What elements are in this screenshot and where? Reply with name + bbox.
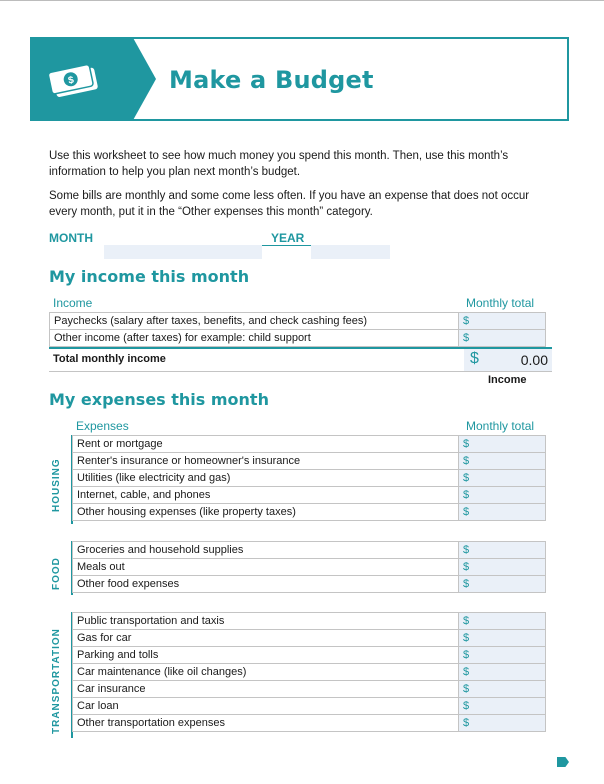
- svg-text:$: $: [67, 74, 75, 87]
- next-page-arrow-icon[interactable]: [557, 757, 569, 767]
- total-income-row: [49, 347, 552, 372]
- amount-field[interactable]: $: [459, 487, 546, 504]
- table-row: Other housing expenses (like property taxes) $: [73, 504, 546, 521]
- row-label: Paychecks (salary after taxes, benefits, and check cashing fees): [50, 313, 459, 330]
- month-field[interactable]: [104, 245, 317, 246]
- title-banner: [30, 37, 569, 121]
- housing-table: [72, 435, 546, 521]
- table-row: Car loan $: [73, 698, 546, 715]
- row-label: Other income (after taxes) for example: child support: [50, 330, 459, 347]
- top-rule: [0, 0, 604, 1]
- transportation-table: [72, 612, 546, 732]
- income-heading: My income this month: [49, 267, 250, 286]
- intro-paragraph-1: Use this worksheet to see how much money you spend this month. Then, use this month’s information to help you plan next month’s budget.: [49, 150, 509, 178]
- amount-field[interactable]: $: [459, 698, 546, 715]
- table-row: Internet, cable, and phones $: [73, 487, 546, 504]
- intro-paragraph-2: Some bills are monthly and some come less often. If you have an expense that does not occur every month, put it in the “Other expenses this month” category.: [49, 190, 530, 218]
- amount-field[interactable]: $: [459, 453, 546, 470]
- amount-field[interactable]: $: [459, 715, 546, 732]
- income-caption: Income: [488, 374, 527, 386]
- total-income-field: [464, 349, 552, 371]
- amount-field[interactable]: $: [459, 542, 546, 559]
- total-income-label: Total monthly income: [53, 353, 166, 365]
- page-title: Make a Budget: [169, 66, 374, 94]
- table-row: Rent or mortgage $: [73, 436, 546, 453]
- table-row: Car maintenance (like oil changes) $: [73, 664, 546, 681]
- table-row: Other food expenses $: [73, 576, 546, 593]
- table-row: Meals out $: [73, 559, 546, 576]
- table-row: Public transportation and taxis $: [73, 613, 546, 630]
- expenses-heading: My expenses this month: [49, 390, 269, 409]
- amount-field[interactable]: $: [459, 436, 546, 453]
- expenses-column-total: Monthly total: [466, 419, 535, 433]
- income-column-total: Monthly total: [466, 296, 535, 310]
- amount-field[interactable]: $: [459, 504, 546, 521]
- table-row: Car insurance $: [73, 681, 546, 698]
- currency-symbol: $: [470, 350, 479, 367]
- total-income-value: 0.00: [520, 352, 548, 368]
- expenses-column-label: Expenses: [76, 419, 129, 433]
- table-row: Groceries and household supplies $: [73, 542, 546, 559]
- table-row: Renter's insurance or homeowner's insurance $: [73, 453, 546, 470]
- table-row: Parking and tolls $: [73, 647, 546, 664]
- amount-field[interactable]: $: [459, 664, 546, 681]
- food-table: [72, 541, 546, 593]
- amount-field[interactable]: $: [459, 613, 546, 630]
- income-column-label: Income: [53, 296, 93, 310]
- month-label: MONTH: [49, 231, 93, 245]
- year-label: YEAR: [271, 231, 305, 245]
- table-row: Gas for car $: [73, 630, 546, 647]
- amount-field[interactable]: $: [459, 330, 546, 347]
- money-icon: [46, 61, 108, 99]
- amount-field[interactable]: $: [459, 630, 546, 647]
- amount-field[interactable]: $: [459, 576, 546, 593]
- table-row: [50, 313, 546, 330]
- amount-field[interactable]: $: [459, 647, 546, 664]
- banner-arrow: [32, 39, 156, 119]
- amount-field[interactable]: $: [459, 681, 546, 698]
- amount-field[interactable]: $: [459, 470, 546, 487]
- table-row: [50, 330, 546, 347]
- year-field[interactable]: [311, 245, 390, 246]
- table-row: Other transportation expenses $: [73, 715, 546, 732]
- table-row: Utilities (like electricity and gas) $: [73, 470, 546, 487]
- amount-field[interactable]: $: [459, 313, 546, 330]
- amount-field[interactable]: $: [459, 559, 546, 576]
- income-table: [49, 312, 546, 347]
